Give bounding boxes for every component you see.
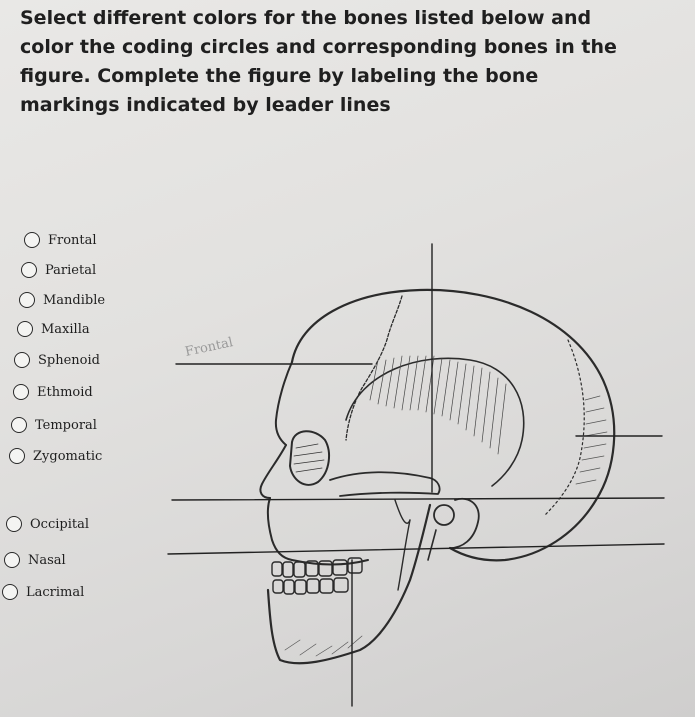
maxilla — [268, 498, 368, 565]
bone-label-occipital: Occipital — [30, 516, 89, 532]
mastoid-process — [450, 499, 479, 548]
styloid-process — [428, 530, 436, 560]
leader-line-zygomatic — [172, 498, 664, 500]
bone-label-frontal: Frontal — [48, 232, 97, 248]
coronal-suture — [346, 296, 402, 440]
bone-label-sphenoid: Sphenoid — [38, 352, 100, 368]
orbit — [290, 431, 329, 485]
mandible-ramus — [398, 520, 410, 590]
external-acoustic-meatus — [434, 505, 454, 525]
zygomatic-arch — [330, 472, 440, 496]
bone-label-maxilla: Maxilla — [41, 321, 90, 337]
handwritten-note: Frontal — [183, 335, 235, 360]
coronoid-process — [395, 500, 410, 523]
frontal-bone — [276, 362, 292, 445]
lambdoid-suture — [545, 340, 584, 515]
leader-line-mandible — [168, 544, 664, 554]
squamous-suture — [346, 358, 524, 486]
bone-label-nasal: Nasal — [28, 552, 66, 568]
bone-label-temporal: Temporal — [35, 417, 97, 433]
nasal-bone — [260, 445, 286, 498]
bone-label-mandible: Mandible — [43, 292, 106, 308]
bone-label-zygomatic: Zygomatic — [33, 448, 103, 464]
bone-label-parietal: Parietal — [45, 262, 97, 278]
occipital-shading — [576, 396, 607, 484]
mandible — [268, 505, 430, 663]
instructions-text: Select different colors for the bones listed below and color the coding circles and corresponding bones in the figure. Complete the figure by labeling the bone markings indicated by leader lines — [20, 7, 617, 116]
orbit-shading — [294, 444, 324, 472]
bone-label-ethmoid: Ethmoid — [37, 384, 93, 400]
bone-label-lacrimal: Lacrimal — [26, 584, 85, 600]
